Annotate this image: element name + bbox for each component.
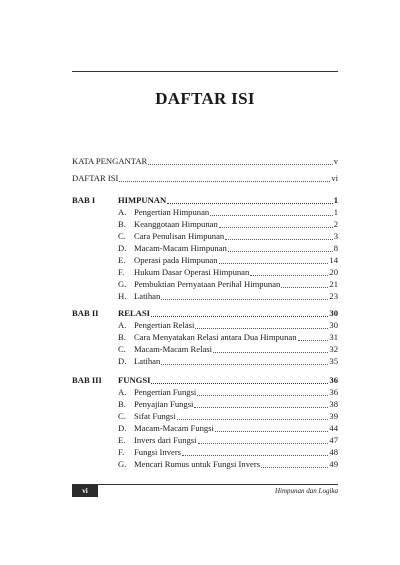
section-entry	[118, 291, 338, 303]
section-letter: F.	[118, 267, 125, 277]
leader-dots	[210, 215, 333, 216]
leader-dots	[119, 181, 330, 182]
toc-entry-page: vi	[331, 173, 338, 183]
section-title: Penyajian Fungsi	[134, 399, 194, 409]
section-entry	[118, 243, 338, 255]
section-title: Hukum Dasar Operasi Himpunan	[134, 267, 250, 277]
section-entry	[118, 411, 338, 423]
section-row	[134, 291, 338, 302]
chapter-title: RELASI	[118, 308, 150, 318]
section-page: 8	[333, 243, 338, 253]
chapter-heading	[72, 308, 338, 320]
section-entry	[118, 435, 338, 447]
section-title: Invers dari Fungsi	[134, 435, 197, 445]
chapter-title-row	[118, 308, 338, 319]
chapter-heading	[72, 195, 338, 207]
section-page: 32	[329, 344, 338, 354]
section-letter: G.	[118, 459, 127, 469]
section-row	[134, 332, 338, 343]
section-entry	[118, 219, 338, 231]
section-page: 36	[329, 387, 338, 397]
section-title: Keanggotaan Himpunan	[134, 219, 218, 229]
section-entry	[118, 447, 338, 459]
section-row	[134, 279, 338, 290]
leader-dots	[161, 299, 328, 300]
section-title: Pengertian Fungsi	[134, 387, 197, 397]
section-title: Pengertian Himpunan	[134, 207, 210, 217]
section-page: 44	[329, 423, 338, 433]
section-title: Macam-Macam Himpunan	[134, 243, 227, 253]
section-entry	[118, 255, 338, 267]
section-row	[134, 267, 338, 278]
section-letter: E.	[118, 435, 126, 445]
footer-rule	[72, 484, 338, 485]
leader-dots	[261, 467, 328, 468]
section-letter: D.	[118, 243, 127, 253]
section-page: 3	[333, 231, 338, 241]
section-page: 2	[333, 219, 338, 229]
leader-dots	[219, 263, 329, 264]
section-entry	[118, 356, 338, 368]
footer-book-title: Himpunan dan Logika	[275, 487, 338, 495]
chapter-title-row	[118, 375, 338, 386]
section-title: Latihan	[134, 291, 161, 301]
chapter-title-row	[118, 195, 338, 206]
section-entry	[118, 279, 338, 291]
leader-dots	[198, 443, 329, 444]
section-letter: C.	[118, 411, 126, 421]
section-entry	[118, 207, 338, 219]
section-page: 21	[329, 279, 338, 289]
leader-dots	[197, 395, 328, 396]
section-page: 47	[329, 435, 338, 445]
section-entry	[118, 459, 338, 471]
chapter-page: 1	[333, 195, 338, 205]
section-row	[134, 255, 338, 266]
section-title: Operasi pada Himpunan	[134, 255, 218, 265]
section-page: 39	[329, 411, 338, 421]
section-row	[134, 387, 338, 398]
leader-dots	[213, 352, 328, 353]
section-row	[134, 231, 338, 242]
section-title: Pembuktian Pernyataan Perihal Himpunan	[134, 279, 281, 289]
section-page: 31	[329, 332, 338, 342]
leader-dots	[250, 275, 328, 276]
section-page: 38	[329, 399, 338, 409]
section-title: Latihan	[134, 356, 161, 366]
section-title: Cara Menyatakan Relasi antara Dua Himpunan	[134, 332, 297, 342]
top-rule	[72, 71, 338, 72]
chapter-number: BAB III	[72, 375, 102, 385]
section-letter: D.	[118, 356, 127, 366]
section-entry	[118, 344, 338, 356]
section-row	[134, 423, 338, 434]
section-row	[134, 207, 338, 218]
page-title: DAFTAR ISI	[155, 89, 255, 108]
section-row	[134, 435, 338, 446]
section-page: 48	[329, 447, 338, 457]
chapter-title: FUNGSI	[118, 375, 151, 385]
leader-dots	[151, 383, 328, 384]
leader-dots	[167, 203, 332, 204]
section-letter: A.	[118, 387, 127, 397]
chapter-number: BAB II	[72, 308, 99, 318]
section-letter: C.	[118, 231, 126, 241]
leader-dots	[148, 164, 332, 165]
chapter-page: 30	[329, 308, 338, 318]
toc-entry	[72, 155, 338, 167]
section-letter: D.	[118, 423, 127, 433]
section-title: Pengertian Relasi	[134, 320, 195, 330]
toc-entry-label: DAFTAR ISI	[72, 173, 119, 183]
footer-page-number: vi	[72, 485, 98, 497]
chapter-page: 36	[329, 375, 338, 385]
section-letter: G.	[118, 279, 127, 289]
section-entry	[118, 267, 338, 279]
section-title: Macam-Macam Fungsi	[134, 423, 214, 433]
section-letter: H.	[118, 291, 127, 301]
section-letter: A.	[118, 207, 127, 217]
leader-dots	[215, 431, 328, 432]
section-entry	[118, 231, 338, 243]
chapter-number: BAB I	[72, 195, 96, 205]
leader-dots	[194, 407, 328, 408]
leader-dots	[298, 340, 329, 341]
toc-entry-page: v	[333, 156, 338, 166]
section-row	[134, 219, 338, 230]
leader-dots	[161, 364, 328, 365]
section-entry	[118, 332, 338, 344]
section-entry	[118, 399, 338, 411]
leader-dots	[177, 419, 329, 420]
leader-dots	[182, 455, 328, 456]
section-page: 30	[329, 320, 338, 330]
chapter-title: HIMPUNAN	[118, 195, 167, 205]
leader-dots	[151, 316, 328, 317]
section-page: 49	[329, 459, 338, 469]
leader-dots	[195, 328, 328, 329]
section-letter: A.	[118, 320, 127, 330]
section-row	[134, 320, 338, 331]
section-page: 1	[333, 207, 338, 217]
section-entry	[118, 387, 338, 399]
section-letter: F.	[118, 447, 125, 457]
section-title: Mencari Rumus untuk Fungsi Invers	[134, 459, 261, 469]
section-page: 14	[329, 255, 338, 265]
toc-entry	[72, 172, 338, 184]
section-page: 20	[329, 267, 338, 277]
chapter-heading	[72, 375, 338, 387]
section-entry	[118, 320, 338, 332]
section-letter: B.	[118, 399, 126, 409]
section-title: Sifat Fungsi	[134, 411, 176, 421]
toc-entry-label: KATA PENGANTAR	[72, 156, 148, 166]
section-row	[134, 447, 338, 458]
section-row	[134, 356, 338, 367]
section-letter: C.	[118, 344, 126, 354]
section-page: 23	[329, 291, 338, 301]
leader-dots	[228, 251, 333, 252]
section-row	[134, 411, 338, 422]
section-row	[134, 243, 338, 254]
section-entry	[118, 423, 338, 435]
leader-dots	[225, 239, 332, 240]
section-letter: B.	[118, 219, 126, 229]
section-letter: B.	[118, 332, 126, 342]
section-title: Cara Penulisan Himpunan	[134, 231, 225, 241]
section-row	[134, 399, 338, 410]
leader-dots	[281, 287, 328, 288]
leader-dots	[219, 227, 333, 228]
section-row	[134, 344, 338, 355]
section-letter: E.	[118, 255, 126, 265]
section-title: Macam-Macam Relasi	[134, 344, 213, 354]
section-title: Fungsi Invers	[134, 447, 182, 457]
section-row	[134, 459, 338, 470]
section-page: 35	[329, 356, 338, 366]
